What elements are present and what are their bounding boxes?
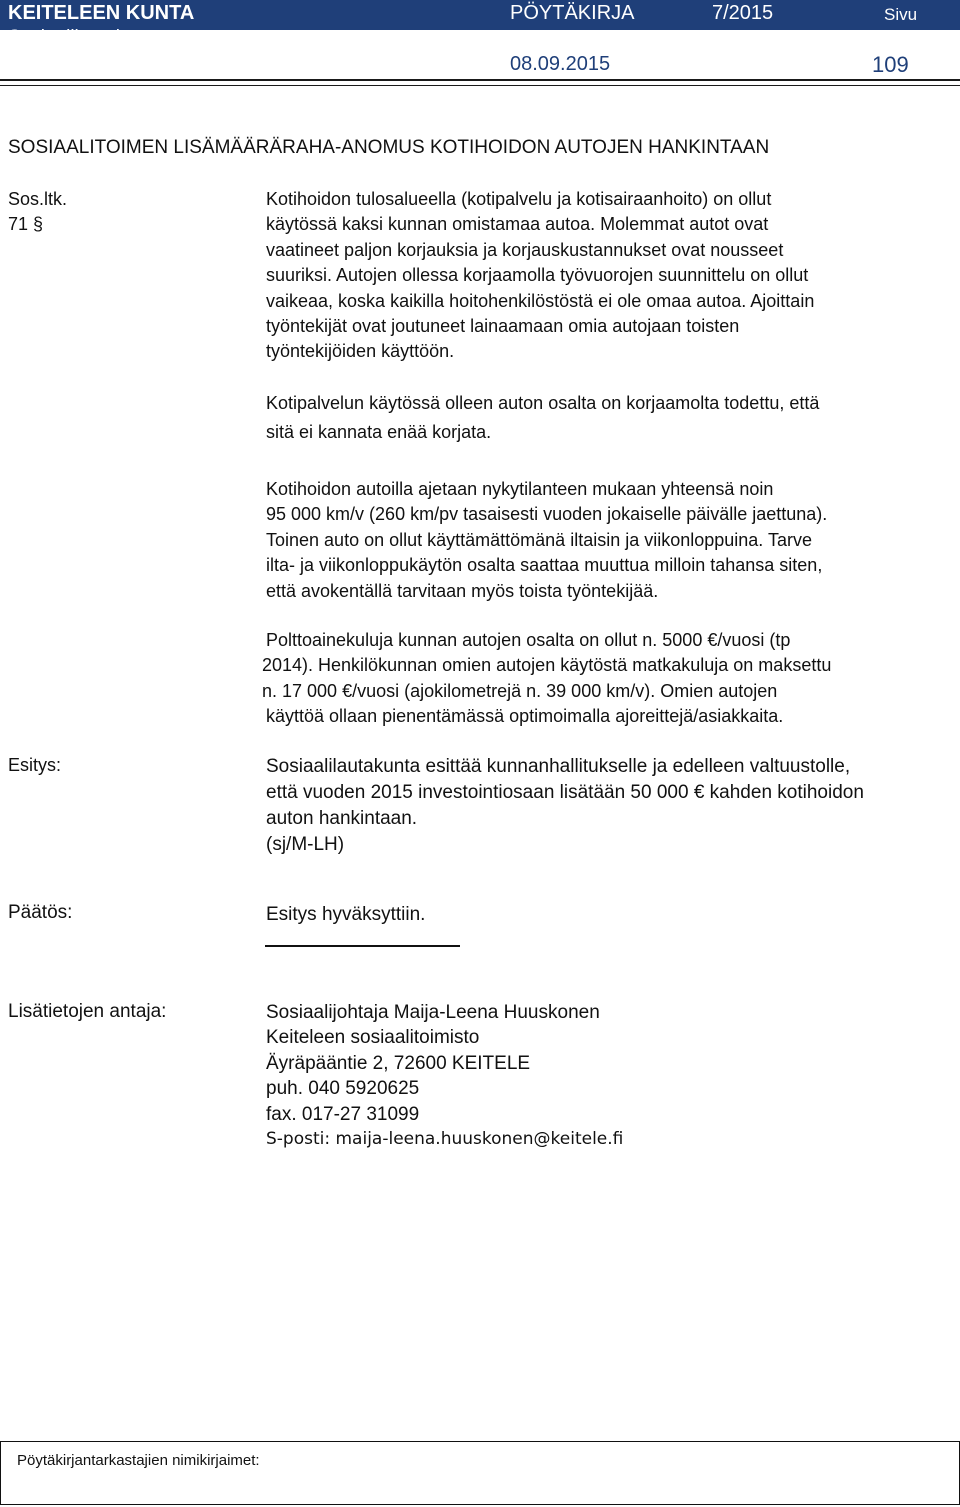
document-title: SOSIAALITOIMEN LISÄMÄÄRÄRAHA-ANOMUS KOTIHOIDON AUTOJEN HANKINTAAN bbox=[8, 137, 770, 158]
contact-block bbox=[266, 1000, 623, 1152]
contact-phone: puh. 040 5920625 bbox=[266, 1078, 420, 1100]
organization-name: KEITELEEN KUNTA bbox=[8, 2, 195, 24]
text-line: Polttoainekuluja kunnan autojen osalta on ollut n. 5000 €/vuosi (tp bbox=[266, 630, 791, 650]
page-label: Sivu bbox=[884, 5, 918, 24]
text-line: että vuoden 2015 investointiosaan lisätään 50 000 € kahden kotihoidon bbox=[266, 782, 864, 803]
contact-email: S-posti: maija-leena.huuskonen@keitele.fi bbox=[266, 1129, 624, 1150]
contact-name: Sosiaalijohtaja Maija-Leena Huuskonen bbox=[266, 1002, 600, 1023]
proposal-label: Esitys: bbox=[8, 755, 62, 775]
paragraph-mileage bbox=[266, 477, 827, 604]
section-number: 71 § bbox=[8, 214, 44, 234]
text-line: Kotihoidon autoilla ajetaan nykytilanteen mukaan yhteensä noin bbox=[266, 479, 774, 499]
meeting-date: 08.09.2015 bbox=[510, 53, 611, 75]
text-line: työntekijät ovat joutuneet lainaamaan omia autojaan toisten bbox=[266, 316, 740, 337]
text-line: 2014). Henkilökunnan omien autojen käytöstä matkakuluja on maksettu bbox=[262, 655, 832, 676]
page-number: 109 bbox=[872, 52, 909, 77]
text-line: vaikeaa, koska kaikilla hoitohenkilöstöstä ei ole omaa autoa. Ajoittain bbox=[266, 290, 815, 311]
contact-label: Lisätietojen antaja: bbox=[8, 1001, 167, 1022]
text-line: ilta- ja viikonloppukäytön osalta saattaa muuttua milloin tahansa siten, bbox=[266, 555, 823, 576]
text-line: Sosiaalilautakunta esittää kunnanhallitukselle ja edelleen valtuustolle, bbox=[266, 756, 851, 777]
board-name: Sosiaalilautakunta bbox=[8, 27, 163, 48]
paragraph-repair-status bbox=[266, 389, 819, 447]
contact-fax: fax. 017-27 31099 bbox=[266, 1103, 420, 1125]
text-line: Kotihoidon tulosalueella (kotipalvelu ja kotisairaanhoito) on ollut bbox=[266, 189, 772, 209]
text-line: vaatineet paljon korjauksia ja korjauskustannukset ovat nousseet bbox=[266, 239, 784, 260]
paragraph-background bbox=[266, 187, 814, 365]
header-rule bbox=[0, 79, 960, 81]
footer-initials-label: Pöytäkirjantarkastajien nimikirjaimet: bbox=[17, 1452, 260, 1469]
text-line: että avokentällä tarvitaan myös toista työntekijää. bbox=[266, 580, 659, 601]
text-line: käyttöä ollaan pienentämässä optimoimalla ajoreittejä/asiakkaita. bbox=[266, 706, 784, 727]
text-line: auton hankintaan. bbox=[266, 808, 418, 829]
section-board: Sos.ltk. bbox=[8, 189, 68, 209]
text-line: 95 000 km/v (260 km/pv tasaisesti vuoden jokaiselle päivälle jaettuna). bbox=[266, 504, 828, 525]
text-line: n. 17 000 €/vuosi (ajokilometrejä n. 39 000 km/v). Omien autojen bbox=[262, 680, 778, 701]
text-line: (sj/M-LH) bbox=[266, 834, 345, 855]
decision-underline bbox=[265, 945, 460, 947]
contact-office: Keiteleen sosiaalitoimisto bbox=[266, 1027, 480, 1049]
document-type: PÖYTÄKIRJA bbox=[510, 2, 635, 24]
text-line: työntekijöiden käyttöön. bbox=[266, 341, 455, 362]
text-line: Kotipalvelun käytössä olleen auton osalta on korjaamolta todettu, että bbox=[266, 393, 820, 413]
decision-text: Esitys hyväksyttiin. bbox=[266, 904, 426, 925]
text-line: suuriksi. Autojen ollessa korjaamolla työvuorojen suunnittelu on ollut bbox=[266, 265, 809, 286]
text-line: käytössä kaksi kunnan omistamaa autoa. Molemmat autot ovat bbox=[266, 214, 769, 235]
text-line: sitä ei kannata enää korjata. bbox=[266, 422, 492, 442]
contact-address: Äyräpääntie 2, 72600 KEITELE bbox=[266, 1052, 531, 1074]
decision-label: Päätös: bbox=[8, 902, 73, 923]
date-label: Päivämäärä bbox=[510, 31, 591, 48]
text-line: Toinen auto on ollut käyttämättömänä iltaisin ja viikonloppuina. Tarve bbox=[266, 529, 812, 550]
proposal-text bbox=[266, 754, 864, 858]
footer-box bbox=[0, 1441, 960, 1505]
document-number: 7/2015 bbox=[712, 2, 774, 24]
paragraph-costs bbox=[262, 628, 831, 730]
header-rule-thin bbox=[0, 85, 960, 86]
